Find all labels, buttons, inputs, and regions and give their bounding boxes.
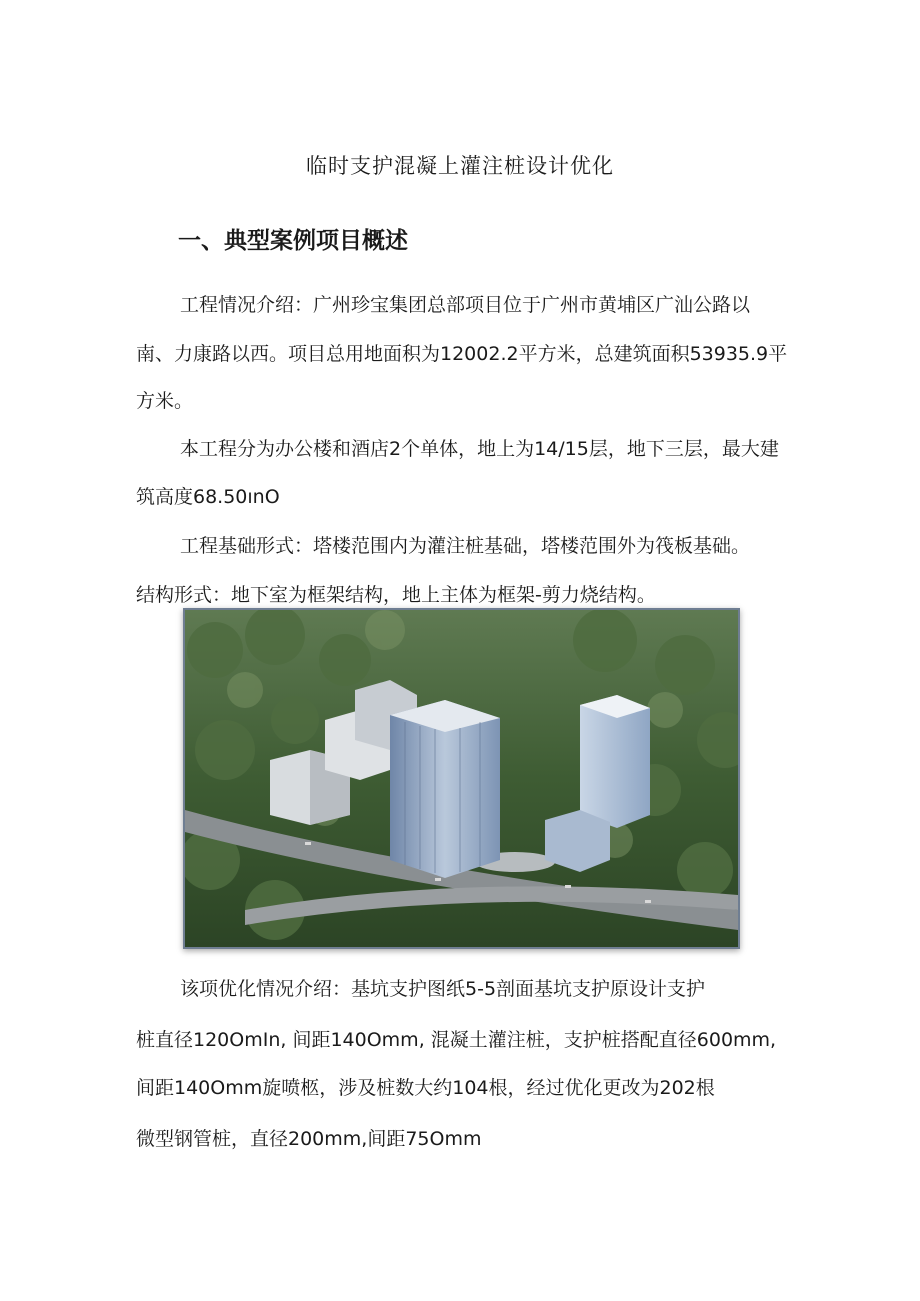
- paragraph-2-line-1: 本工程分为办公楼和酒店2个单体，地上为14/15层，地下三层，最大建: [180, 438, 779, 460]
- section-heading: 一、典型案例项目概述: [178, 228, 408, 254]
- paragraph-3-line-1: 工程基础形式：塔楼范围内为灌注桩基础，塔楼范围外为筏板基础。: [180, 535, 751, 557]
- project-rendering-image: [183, 608, 740, 949]
- paragraph-4-line-2: 桩直径120OmIn, 间距140Omm, 混凝土灌注桩，支护桩搭配直径600mm,: [136, 1029, 777, 1051]
- paragraph-4-line-4: 微型钢管桩，直径200mm,间距75Omm: [136, 1128, 482, 1150]
- paragraph-4-line-1: 该项优化情况介绍：基坑支护图纸5-5剖面基坑支护原设计支护: [180, 978, 706, 1000]
- paragraph-2-line-2: 筑高度68.50ınO: [136, 486, 280, 508]
- paragraph-1-line-2: 南、力康路以西。项目总用地面积为12002.2平方米，总建筑面积53935.9平: [136, 343, 788, 365]
- paragraph-3-line-2: 结构形式：地下室为框架结构，地上主体为框架-剪力烧结构。: [136, 584, 656, 606]
- paragraph-4-line-3: 间距140Omm旋喷柩，涉及桩数大约104根，经过优化更改为202根: [136, 1077, 715, 1099]
- paragraph-1-line-1: 工程情况介绍：广州珍宝集团总部项目位于广州市黄埔区广汕公路以: [180, 294, 751, 316]
- paragraph-1-line-3: 方米。: [136, 390, 194, 412]
- document-title: 临时支护混凝上灌注桩设计优化: [306, 154, 614, 178]
